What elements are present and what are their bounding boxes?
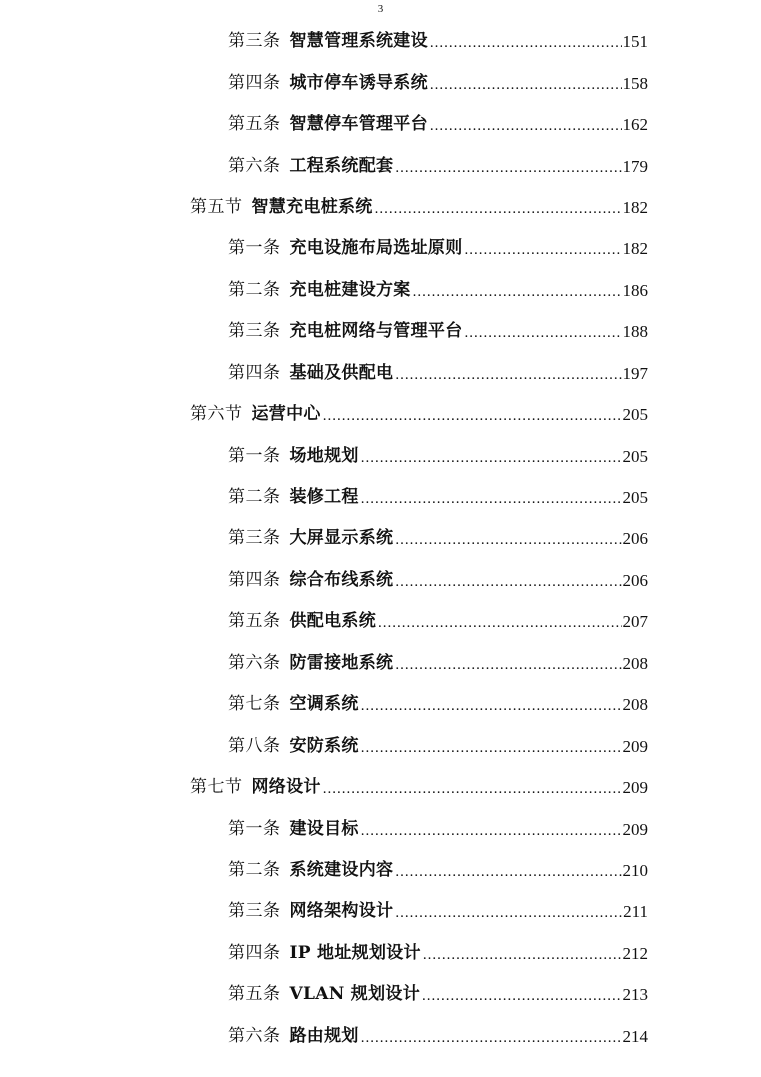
dot-leader	[413, 285, 622, 300]
entry-title: 装修工程	[289, 487, 359, 508]
entry-label: 第四条	[228, 362, 281, 383]
dot-leader	[395, 575, 621, 590]
entry-title: 网络设计	[251, 777, 321, 798]
dot-leader	[465, 326, 622, 341]
entry-label: 第四条	[228, 942, 281, 963]
entry-title: 智慧充电桩系统	[251, 196, 373, 217]
dot-leader	[395, 865, 621, 880]
entry-label: 第三条	[228, 528, 281, 549]
dot-leader	[361, 824, 622, 839]
dot-leader	[430, 78, 622, 93]
toc-entry[interactable]	[0, 560, 648, 601]
entry-page-number: 151	[622, 32, 648, 52]
entry-title: 网络架构设计	[289, 901, 394, 922]
entry-page-number: 209	[622, 778, 648, 798]
entry-label: 第二条	[228, 859, 281, 880]
toc-entry[interactable]	[0, 228, 648, 269]
entry-label: 第一条	[228, 238, 281, 259]
entry-label: 第四条	[228, 569, 281, 590]
entry-title: 充电设施布局选址原则	[289, 238, 463, 259]
dot-leader	[361, 741, 622, 756]
dot-leader	[395, 658, 621, 673]
dot-leader	[375, 202, 622, 217]
entry-title: 综合布线系统	[289, 569, 394, 590]
entry-title: 智慧管理系统建设	[289, 31, 428, 52]
entry-label: 第七条	[228, 694, 281, 715]
entry-page-number: 208	[622, 653, 648, 673]
toc-entry[interactable]	[0, 974, 648, 1015]
entry-label: 第一条	[228, 818, 281, 839]
entry-label: 第六条	[228, 1025, 281, 1046]
entry-page-number: 205	[622, 446, 648, 466]
toc-entry[interactable]	[0, 104, 648, 145]
toc-entry[interactable]	[0, 62, 648, 103]
dot-leader	[361, 1031, 622, 1046]
entry-page-number: 206	[622, 570, 648, 590]
entry-label: 第二条	[228, 279, 281, 300]
dot-leader	[323, 782, 622, 797]
dot-leader	[361, 492, 622, 507]
entry-page-number: 205	[622, 488, 648, 508]
entry-title: 建设目标	[289, 818, 359, 839]
entry-title: 城市停车诱导系统	[289, 72, 428, 93]
entry-title: 路由规划	[289, 1025, 359, 1046]
dot-leader	[422, 989, 622, 1004]
toc-entry[interactable]	[0, 477, 648, 518]
dot-leader	[465, 243, 622, 258]
entry-title: 基础及供配电	[289, 362, 394, 383]
entry-label: 第一条	[228, 445, 281, 466]
toc-entry[interactable]	[0, 601, 648, 642]
toc-entry[interactable]	[0, 808, 648, 849]
entry-title: 工程系统配套	[289, 155, 394, 176]
toc-entry[interactable]	[0, 270, 648, 311]
entry-page-number: 182	[622, 197, 648, 217]
entry-page-number: 207	[622, 612, 648, 632]
entry-page-number: 211	[623, 902, 648, 922]
toc-entry[interactable]	[0, 1016, 648, 1057]
toc-entry[interactable]	[0, 850, 648, 891]
entry-page-number: 182	[622, 239, 648, 259]
dot-leader	[361, 451, 622, 466]
entry-title: 运营中心	[251, 404, 321, 425]
toc-entry[interactable]	[0, 145, 648, 186]
toc-entry[interactable]	[0, 684, 648, 725]
entry-label: 第二条	[228, 487, 281, 508]
toc-entry[interactable]	[0, 518, 648, 559]
toc-entry[interactable]	[0, 643, 648, 684]
entry-label: 第六条	[228, 652, 281, 673]
entry-label: 第五节	[190, 196, 243, 217]
toc-entry[interactable]	[0, 891, 648, 932]
entry-label: 第六节	[190, 404, 243, 425]
dot-leader	[378, 616, 622, 631]
entry-title: 空调系统	[289, 694, 359, 715]
entry-page-number: 209	[622, 819, 648, 839]
entry-title: 智慧停车管理平台	[289, 114, 428, 135]
entry-title: 防雷接地系统	[289, 652, 394, 673]
entry-label: 第六条	[228, 155, 281, 176]
dot-leader	[395, 161, 621, 176]
toc-entry[interactable]	[0, 725, 648, 766]
entry-label: 第五条	[228, 984, 281, 1005]
toc-section-entry[interactable]	[0, 394, 648, 435]
dot-leader	[395, 906, 622, 921]
entry-page-number: 210	[622, 860, 648, 880]
entry-page-number: 205	[622, 405, 648, 425]
dot-leader	[323, 409, 622, 424]
toc-entry[interactable]	[0, 933, 648, 974]
entry-label: 第五条	[228, 114, 281, 135]
entry-page-number: 179	[622, 156, 648, 176]
entry-page-number: 188	[622, 322, 648, 342]
entry-label: 第五条	[228, 611, 281, 632]
entry-title: IP 地址规划设计	[289, 942, 421, 963]
toc-entry[interactable]	[0, 435, 648, 476]
entry-page-number: 197	[622, 363, 648, 383]
toc-section-entry[interactable]	[0, 187, 648, 228]
dot-leader	[430, 36, 622, 51]
entry-title: 供配电系统	[289, 611, 376, 632]
entry-page-number: 158	[622, 73, 648, 93]
dot-leader	[423, 948, 622, 963]
entry-title: 场地规划	[289, 445, 359, 466]
page-number: 3	[377, 3, 384, 15]
entry-page-number: 206	[622, 529, 648, 549]
dot-leader	[395, 533, 621, 548]
entry-page-number: 212	[622, 943, 648, 963]
entry-page-number: 186	[622, 280, 648, 300]
entry-label: 第四条	[228, 72, 281, 93]
entry-page-number: 213	[622, 985, 648, 1005]
entry-label: 第八条	[228, 735, 281, 756]
entry-label: 第七节	[190, 777, 243, 798]
entry-label: 第三条	[228, 901, 281, 922]
dot-leader	[361, 699, 622, 714]
entry-label: 第三条	[228, 321, 281, 342]
entry-title: 大屏显示系统	[289, 528, 394, 549]
entry-page-number: 208	[622, 695, 648, 715]
entry-page-number: 209	[622, 736, 648, 756]
entry-page-number: 214	[622, 1026, 648, 1046]
entry-title: VLAN 规划设计	[289, 984, 420, 1005]
toc-entry[interactable]	[0, 21, 648, 62]
entry-title: 系统建设内容	[289, 859, 394, 880]
toc-entry[interactable]	[0, 311, 648, 352]
entry-title: 充电桩建设方案	[289, 279, 411, 300]
toc-section-entry[interactable]	[0, 767, 648, 808]
dot-leader	[430, 119, 622, 134]
entry-title: 安防系统	[289, 735, 359, 756]
entry-label: 第三条	[228, 31, 281, 52]
table-of-contents	[0, 21, 761, 1057]
entry-title: 充电桩网络与管理平台	[289, 321, 463, 342]
dot-leader	[395, 368, 621, 383]
toc-entry[interactable]	[0, 353, 648, 394]
entry-page-number: 162	[622, 115, 648, 135]
